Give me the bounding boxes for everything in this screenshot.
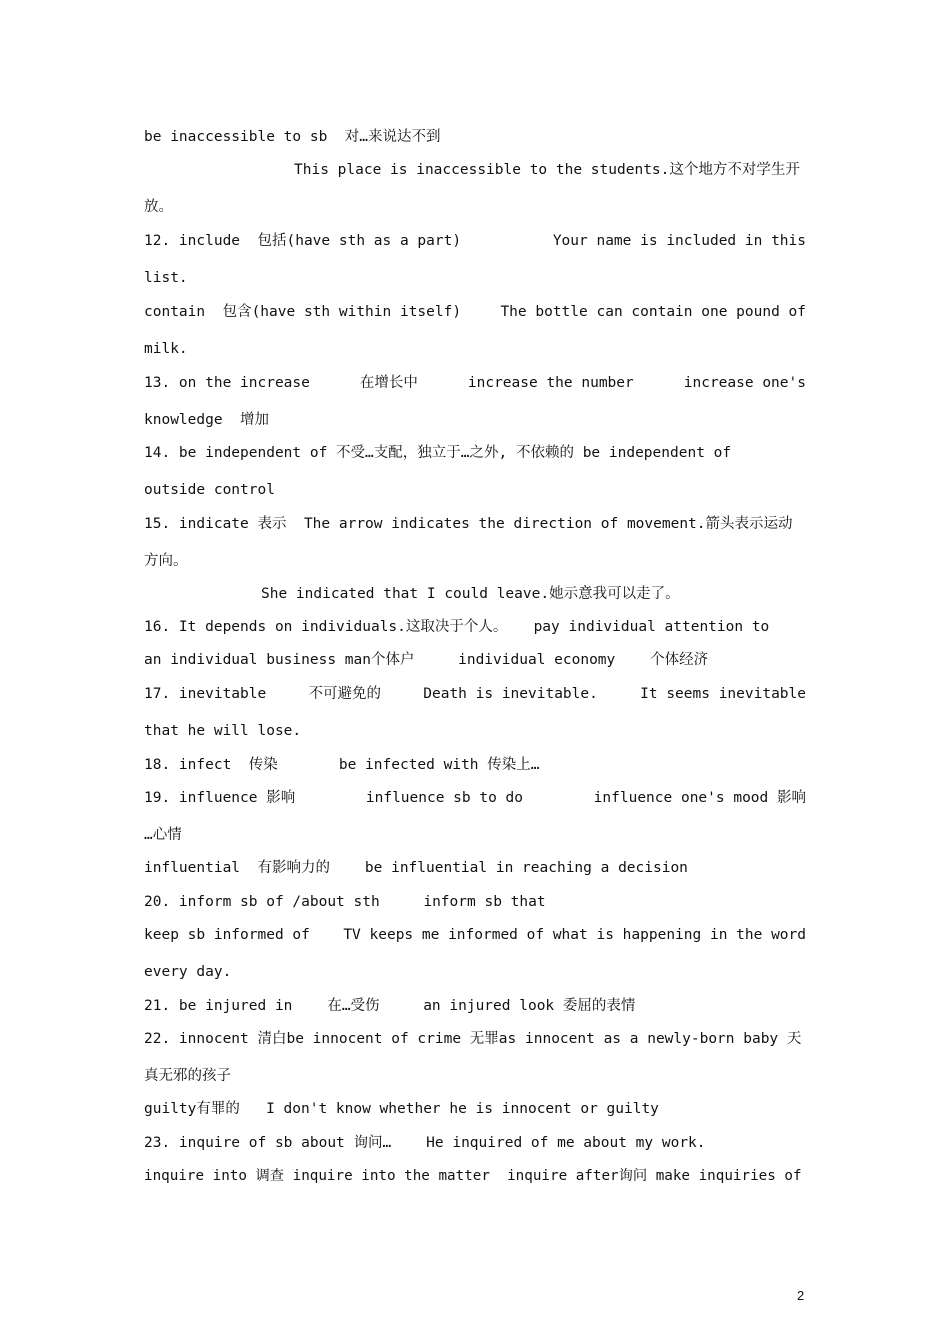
text-line: [144, 373, 806, 393]
text-line: …心情: [144, 827, 182, 843]
text-line: [144, 231, 806, 251]
text-line: [144, 788, 806, 808]
text-segment: contain 包含(have sth within itself): [144, 304, 462, 320]
text-line: 16. It depends on individuals.这取决于个人。 pay individual attention to: [144, 619, 770, 635]
text-line: 18. infect 传染 be infected with 传染上…: [144, 757, 540, 773]
text-line: [144, 684, 806, 704]
text-segment: The bottle can contain one pound of: [500, 304, 806, 320]
text-line: outside control: [144, 482, 275, 498]
text-line: 14. be independent of 不受…支配，独立于…之外, 不依赖的 be independent of: [144, 445, 732, 461]
text-line: 21. be injured in 在…受伤 an injured look 委屈的表情: [144, 998, 636, 1014]
text-line: inquire into 调查 inquire into the matter inquire after询问 make inquiries of: [144, 1168, 802, 1184]
text-segment: 12. include 包括(have sth as a part): [144, 233, 462, 249]
text-line: 23. inquire of sb about 询问… He inquired of me about my work.: [144, 1135, 706, 1151]
text-segment: Your name is included in this: [552, 233, 806, 249]
text-segment: increase the number: [467, 375, 634, 391]
text-segment: It seems inevitable: [640, 686, 806, 702]
text-segment: increase one's: [683, 375, 806, 391]
text-line: an individual business man个体户 individual economy 个体经济: [144, 652, 709, 668]
text-line: [144, 302, 806, 322]
text-line: 方向。: [144, 553, 188, 569]
text-segment: 不可避免的: [308, 686, 381, 702]
text-line: guilty有罪的 I don't know whether he is innocent or guilty: [144, 1101, 659, 1117]
text-segment: 在增长中: [359, 375, 418, 391]
text-line: 放。: [144, 199, 173, 215]
text-line: She indicated that I could leave.她示意我可以走了。: [261, 586, 680, 602]
text-line: [144, 925, 806, 945]
text-line: This place is inaccessible to the students.这个地方不对学生开: [294, 162, 800, 178]
text-segment: TV keeps me informed of what is happening in the word: [343, 927, 806, 943]
text-line: 15. indicate 表示 The arrow indicates the direction of movement.箭头表示运动: [144, 516, 793, 532]
text-line: 22. innocent 清白be innocent of crime 无罪as innocent as a newly-born baby 天: [144, 1031, 802, 1047]
text-line: 20. inform sb of /about sth inform sb that: [144, 894, 546, 910]
text-line: that he will lose.: [144, 723, 302, 739]
text-segment: 17. inevitable: [144, 686, 267, 702]
text-line: list.: [144, 270, 188, 286]
text-line: milk.: [144, 341, 188, 357]
text-line: knowledge 增加: [144, 412, 270, 428]
text-segment: influence one's mood 影响: [593, 790, 806, 806]
text-segment: 13. on the increase: [144, 375, 310, 391]
text-line: every day.: [144, 964, 232, 980]
text-line: 真无邪的孩子: [144, 1068, 231, 1084]
text-segment: Death is inevitable.: [423, 686, 598, 702]
text-line: influential 有影响力的 be influential in reaching a decision: [144, 860, 688, 876]
page-number: 2: [797, 1288, 805, 1303]
text-segment: influence sb to do: [365, 790, 524, 806]
text-segment: 19. influence 影响: [144, 790, 296, 806]
text-line: be inaccessible to sb 对…来说达不到: [144, 129, 441, 145]
text-segment: keep sb informed of: [144, 927, 310, 943]
